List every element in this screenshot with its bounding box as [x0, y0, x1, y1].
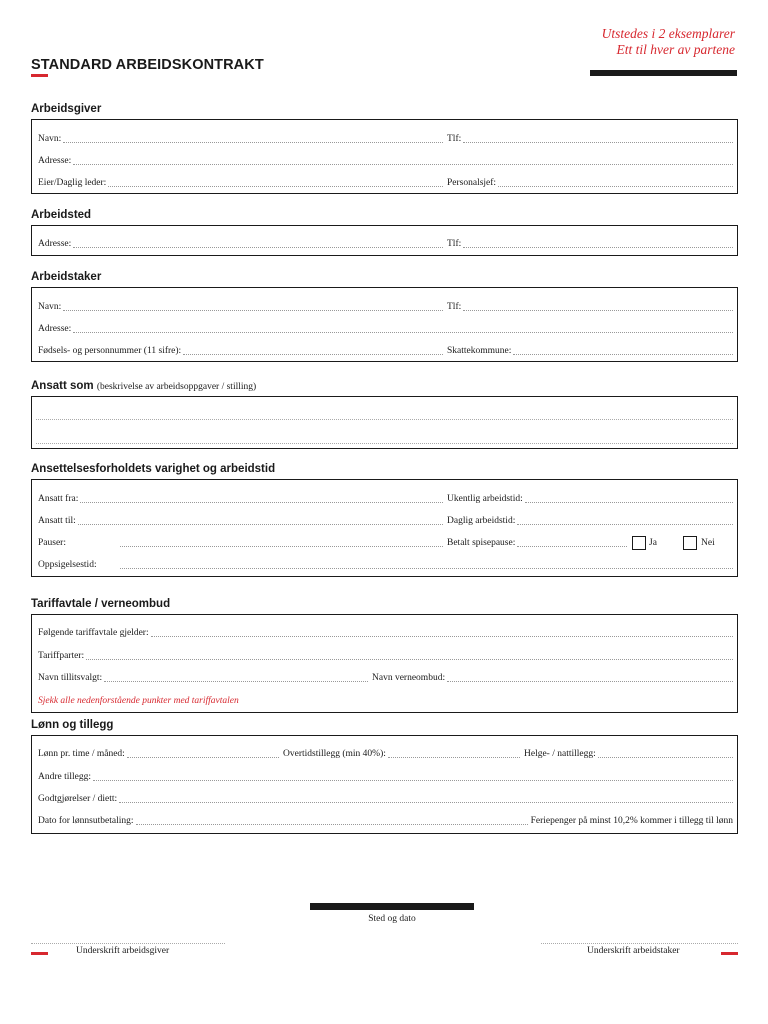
- field-line[interactable]: [120, 538, 443, 547]
- field-union-rep[interactable]: [38, 673, 368, 684]
- section-title-tariff: Tariffavtale / verneombud: [31, 598, 171, 610]
- field-notice-period[interactable]: [38, 560, 733, 571]
- place-date-label: Sted og dato: [368, 914, 416, 924]
- employer-signature-mark: [31, 952, 48, 955]
- issue-note: [515, 26, 735, 58]
- field-employer-manager[interactable]: [38, 178, 443, 189]
- field-line[interactable]: [151, 628, 733, 637]
- field-employee-name[interactable]: [38, 302, 443, 313]
- field-label: Adresse:: [38, 324, 72, 334]
- field-line[interactable]: [183, 346, 443, 355]
- section-box-lonn: [31, 735, 738, 834]
- field-line[interactable]: [63, 302, 443, 311]
- section-box-tariff: [31, 614, 738, 713]
- section-title-varighet: Ansettelsesforholdets varighet og arbeidstid: [31, 463, 276, 475]
- field-overtime-pay[interactable]: [283, 749, 520, 760]
- field-employee-phone[interactable]: [447, 302, 733, 313]
- field-line[interactable]: [447, 673, 733, 682]
- field-weekend-night-pay[interactable]: [524, 749, 733, 760]
- field-line[interactable]: [598, 749, 733, 758]
- title-accent-mark: [31, 74, 48, 77]
- field-employee-id-number[interactable]: [38, 346, 443, 357]
- section-title-arbeidstaker: Arbeidstaker: [31, 271, 102, 283]
- field-safety-rep[interactable]: [372, 673, 733, 684]
- field-label: Skattekommune:: [447, 346, 512, 356]
- field-label: Helge- / nattillegg:: [524, 749, 596, 759]
- section-box-arbeidstaker: [31, 287, 738, 362]
- employer-signature-line[interactable]: [31, 943, 225, 944]
- field-payday[interactable]: [38, 816, 733, 827]
- field-label: Oppsigelsestid:: [38, 560, 97, 570]
- field-label: Navn verneombud:: [372, 673, 446, 683]
- field-wage-rate[interactable]: [38, 749, 279, 760]
- field-line[interactable]: [120, 560, 733, 569]
- field-label: Ukentlig arbeidstid:: [447, 494, 523, 504]
- field-label: Personalsjef:: [447, 178, 497, 188]
- field-line[interactable]: [108, 178, 443, 187]
- field-label: Andre tillegg:: [38, 772, 92, 782]
- field-label: Fødsels- og personnummer (11 sifre):: [38, 346, 182, 356]
- checkbox-nei[interactable]: [683, 536, 697, 550]
- field-label: Godtgjørelser / diett:: [38, 794, 118, 804]
- field-line[interactable]: [136, 816, 528, 825]
- section-box-varighet: [31, 479, 738, 577]
- field-workplace-address[interactable]: [38, 239, 443, 250]
- section-box-arbeidssted: [31, 225, 738, 256]
- field-employer-address[interactable]: [38, 156, 733, 167]
- field-line[interactable]: [78, 516, 443, 525]
- section-title-ansatt-som: [31, 380, 256, 392]
- field-line[interactable]: [104, 673, 368, 682]
- field-line[interactable]: [73, 156, 733, 165]
- field-line[interactable]: [463, 302, 733, 311]
- field-label: Dato for lønnsutbetaling:: [38, 816, 134, 826]
- field-allowances[interactable]: [38, 794, 733, 805]
- section-title-lonn: Lønn og tillegg: [31, 719, 114, 731]
- holiday-pay-note: Feriepenger på minst 10,2% kommer i tillegg til lønn: [530, 816, 733, 826]
- issue-note-line1: Utstedes i 2 eksemplarer: [601, 26, 735, 41]
- field-line[interactable]: [63, 134, 443, 143]
- field-label: Betalt spisepause:: [447, 538, 516, 548]
- checkbox-ja[interactable]: [632, 536, 646, 550]
- field-daily-hours[interactable]: [447, 516, 733, 527]
- field-label: Følgende tariffavtale gjelder:: [38, 628, 149, 638]
- field-label: Lønn pr. time / måned:: [38, 749, 125, 759]
- section-title-text: Ansatt som: [31, 380, 94, 392]
- field-line[interactable]: [93, 772, 733, 781]
- employee-signature-label: Underskrift arbeidstaker: [587, 946, 680, 956]
- field-line[interactable]: [73, 324, 733, 333]
- employee-signature-line[interactable]: [541, 943, 738, 944]
- issue-note-bar: [590, 70, 737, 76]
- field-label: Tlf:: [447, 134, 462, 144]
- field-label: Overtidstillegg (min 40%):: [283, 749, 386, 759]
- employer-signature-label: Underskrift arbeidsgiver: [76, 946, 170, 956]
- field-line[interactable]: [73, 239, 443, 248]
- field-employer-phone[interactable]: [447, 134, 733, 145]
- field-employer-hr[interactable]: [447, 178, 733, 189]
- field-label: Navn tillitsvalgt:: [38, 673, 103, 683]
- description-line-1[interactable]: [36, 419, 733, 420]
- field-line[interactable]: [80, 494, 443, 503]
- field-label: Ansatt til:: [38, 516, 76, 526]
- field-line[interactable]: [525, 494, 733, 503]
- field-line[interactable]: [513, 346, 733, 355]
- field-label: Tariffparter:: [38, 651, 85, 661]
- field-collective-agreement[interactable]: [38, 628, 733, 639]
- field-other-supplements[interactable]: [38, 772, 733, 783]
- field-employer-name[interactable]: [38, 134, 443, 145]
- description-line-2[interactable]: [36, 443, 733, 444]
- field-line[interactable]: [463, 134, 733, 143]
- field-label: Adresse:: [38, 239, 72, 249]
- checkbox-ja-label: Ja: [649, 538, 657, 548]
- field-employee-tax-municipality[interactable]: [447, 346, 733, 357]
- field-employee-address[interactable]: [38, 324, 733, 335]
- field-label: Adresse:: [38, 156, 72, 166]
- issue-note-line2: Ett til hver av partene: [616, 42, 735, 57]
- field-agreement-parties[interactable]: [38, 651, 733, 662]
- place-date-bar[interactable]: [310, 903, 474, 910]
- field-workplace-phone[interactable]: [447, 239, 733, 250]
- field-line[interactable]: [517, 516, 733, 525]
- document-title: STANDARD ARBEIDSKONTRAKT: [31, 57, 264, 73]
- field-label: Tlf:: [447, 239, 462, 249]
- field-line[interactable]: [127, 749, 279, 758]
- field-paid-lunch: [447, 538, 627, 549]
- field-employed-from[interactable]: [38, 494, 443, 505]
- check-agreement-note: Sjekk alle nedenforstående punkter med tariffavtalen: [38, 696, 239, 706]
- field-label: Daglig arbeidstid:: [447, 516, 516, 526]
- field-label: Pauser:: [38, 538, 66, 548]
- section-title-arbeidssted: Arbeidsted: [31, 209, 92, 221]
- field-weekly-hours[interactable]: [447, 494, 733, 505]
- checkbox-nei-label: Nei: [701, 538, 715, 548]
- field-line[interactable]: [498, 178, 733, 187]
- field-label: Navn:: [38, 302, 62, 312]
- field-employed-to[interactable]: [38, 516, 443, 527]
- field-breaks[interactable]: [38, 538, 443, 549]
- field-label: Eier/Daglig leder:: [38, 178, 107, 188]
- section-box-ansatt-som[interactable]: [31, 396, 738, 449]
- section-subtitle: (beskrivelse av arbeidsoppgaver / stilling): [96, 382, 257, 392]
- section-title-arbeidsgiver: Arbeidsgiver: [31, 103, 102, 115]
- field-label: Tlf:: [447, 302, 462, 312]
- employee-signature-mark: [721, 952, 738, 955]
- field-line[interactable]: [388, 749, 520, 758]
- field-line[interactable]: [119, 794, 733, 803]
- field-line: [517, 538, 627, 547]
- field-line[interactable]: [463, 239, 733, 248]
- field-line[interactable]: [86, 651, 733, 660]
- field-label: Navn:: [38, 134, 62, 144]
- section-box-arbeidsgiver: [31, 119, 738, 194]
- field-label: Ansatt fra:: [38, 494, 79, 504]
